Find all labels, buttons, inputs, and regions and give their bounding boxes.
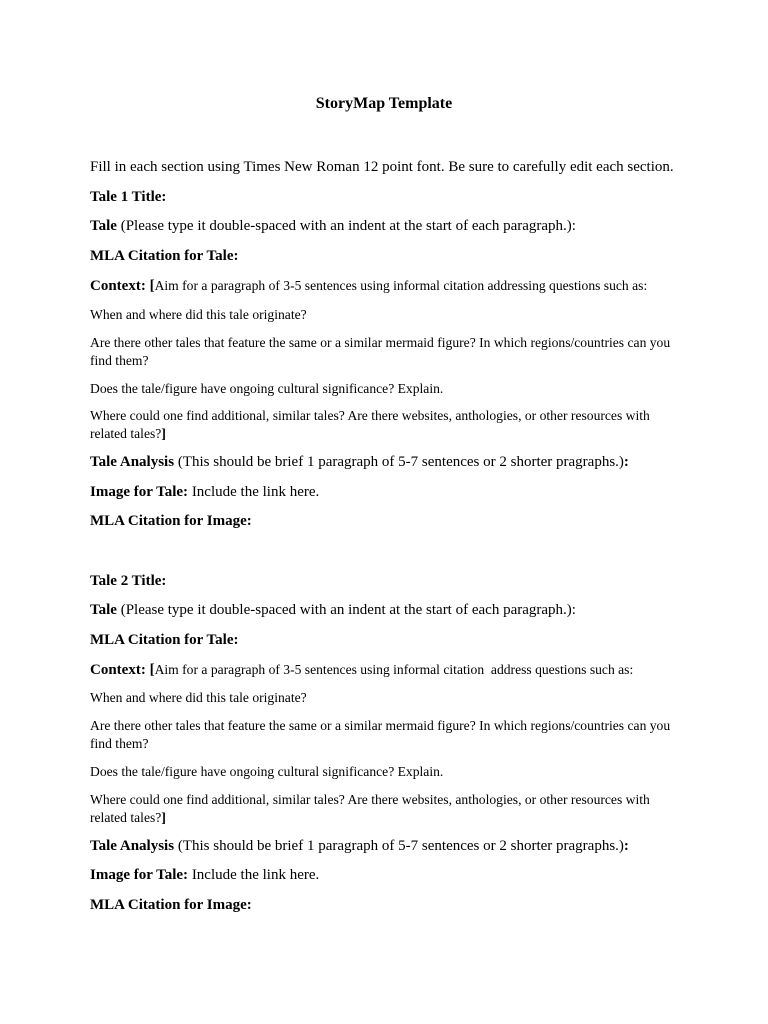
tale-1-mla-tale-label: MLA Citation for Tale: [90,248,239,264]
tale-1-mla-image-label: MLA Citation for Image: [90,513,252,529]
intro-paragraph: Fill in each section using Times New Roman 12 point font. Be sure to carefully edit each section. [90,159,674,175]
tale-1-context-label: Context: [ [90,278,155,294]
tale-2-title-label: Tale 2 Title: [90,573,167,589]
tale-2-mla-tale-label: MLA Citation for Tale: [90,632,239,648]
tale-2-mla-image-label: MLA Citation for Image: [90,897,252,913]
tale-2-question-resources-text: Where could one find additional, similar tales? Are there websites, anthologies, or other resources with related tales? [90,792,650,825]
tale-1-tale-label: Tale [90,218,117,234]
tale-2-question-origin: When and where did this tale originate? [90,690,307,705]
tale-2-question-similar: Are there other tales that feature the same or a similar mermaid figure? In which regions/countries can you find them? [90,718,671,751]
tale-1-image-line [90,483,680,502]
tale-1-tale-line [90,217,680,236]
tale-2-analysis-colon: : [623,838,629,854]
tale-2-tale-label: Tale [90,602,117,618]
tale-2-context-instruction: Aim for a paragraph of 3-5 sentences using informal citation address questions such as: [154,662,634,677]
tale-1-title-label: Tale 1 Title: [90,189,167,205]
tale-1-context-line [90,276,680,296]
tale-1-context-close: ] [161,426,166,441]
tale-2-image-label: Image for Tale: [90,867,189,883]
tale-2-tale-instruction: (Please type it double-spaced with an indent at the start of each paragraph.): [116,602,576,618]
tale-1-analysis-instruction: (This should be brief 1 paragraph of 5-7 sentences or 2 shorter pragraphs.) [174,454,624,470]
tale-1-tale-instruction: (Please type it double-spaced with an indent at the start of each paragraph.): [116,218,576,234]
tale-2-image-line [90,866,680,885]
tale-2-question-significance: Does the tale/figure have ongoing cultural significance? Explain. [90,764,444,779]
tale-2-analysis-line [90,837,680,856]
tale-1-analysis-line [90,453,680,472]
tale-2-context-line [90,660,680,680]
tale-1-analysis-colon: : [623,454,629,470]
tale-1-image-label: Image for Tale: [90,484,189,500]
tale-1-question-resources-text: Where could one find additional, similar tales? Are there websites, anthologies, or other resources with related tales? [90,408,650,441]
tale-1-analysis-label: Tale Analysis [90,454,175,470]
document-title: StoryMap Template [315,95,453,112]
tale-1-question-significance: Does the tale/figure have ongoing cultural significance? Explain. [90,381,444,396]
tale-2-image-instruction: Include the link here. [188,867,320,883]
tale-1-image-instruction: Include the link here. [188,484,320,500]
tale-2-analysis-label: Tale Analysis [90,838,175,854]
tale-1-context-instruction: Aim for a paragraph of 3-5 sentences using informal citation addressing questions such as: [154,278,648,293]
tale-2-tale-line [90,601,680,620]
tale-2-context-close: ] [161,810,166,825]
tale-1-question-resources [90,407,680,443]
tale-2-analysis-instruction: (This should be brief 1 paragraph of 5-7 sentences or 2 shorter pragraphs.) [174,838,624,854]
tale-1-question-origin: When and where did this tale originate? [90,307,307,322]
tale-2-context-label: Context: [ [90,662,155,678]
tale-2-question-resources [90,791,680,827]
tale-1-question-similar: Are there other tales that feature the same or a similar mermaid figure? In which regions/countries can you find them? [90,335,671,368]
